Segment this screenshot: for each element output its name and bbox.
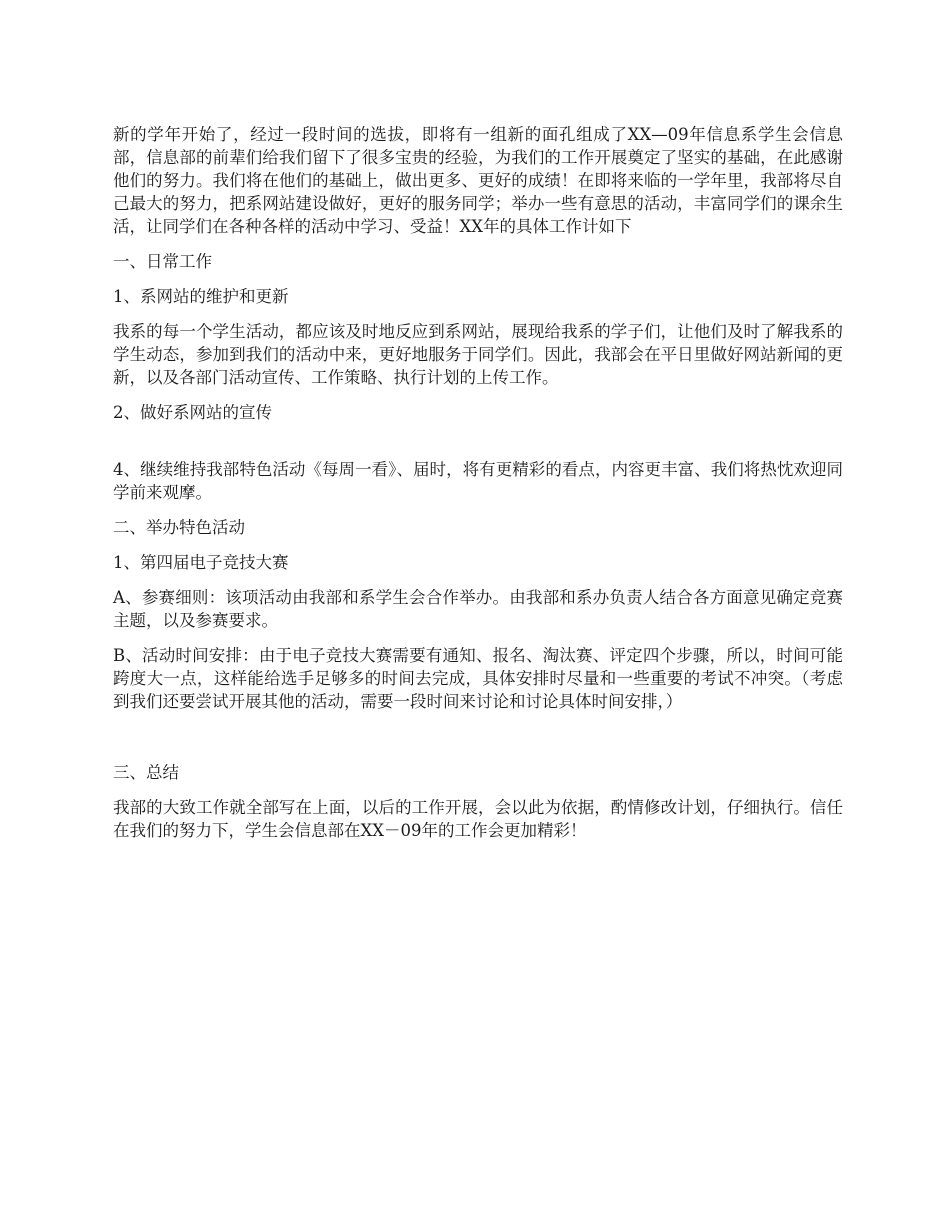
paragraph-summary: 我部的大致工作就全部写在上面，以后的工作开展，会以此为依据，酌情修改计划，仔细执行。信任在我们的努力下，学生会信息部在XX－09年的工作会更加精彩！ [113, 798, 843, 840]
section-heading-daily-work: 一、日常工作 [113, 252, 212, 271]
item-title-website-maintenance: 1、系网站的维护和更新 [113, 287, 289, 306]
paragraph-website-maintenance: 我系的每一个学生活动，都应该及时地反应到系网站，展现给我系的学子们，让他们及时了解我系的学生动态，参加到我们的活动中来，更好地服务于同学们。因此，我部会在平日里做好网站新闻的更新，以及各部门活动宣传、工作策略、执行计划的上传工作。 [113, 322, 843, 387]
paragraph-contest-schedule: B、活动时间安排：由于电子竞技大赛需要有通知、报名、淘汰赛、评定四个步骤，所以，时间可能跨度大一点，这样能给选手足够多的时间去完成，具体安排时尽量和一些重要的考试不冲突。（考虑到我们还要尝试开展其他的活动，需要一段时间来讨论和讨论具体时间安排，） [113, 646, 843, 711]
item-title-esports-contest: 1、第四届电子竞技大赛 [113, 553, 289, 572]
document-page [113, 123, 843, 854]
section-heading-special-activities: 二、举办特色活动 [113, 518, 245, 537]
intro-paragraph: 新的学年开始了，经过一段时间的选拔，即将有一组新的面孔组成了XX—09年信息系学生会信息部，信息部的前辈们给我们留下了很多宝贵的经验，为我们的工作开展奠定了坚实的基础，在此感谢他们的努力。我们将在他们的基础上，做出更多、更好的成绩！在即将来临的一学年里，我部将尽自己最大的努力，把系网站建设做好，更好的服务同学；举办一些有意思的活动，丰富同学们的课余生活，让同学们在各种各样的活动中学习、受益！XX年的具体工作计如下 [113, 125, 843, 236]
section-heading-summary: 三、总结 [113, 763, 179, 782]
item-title-website-promotion: 2、做好系网站的宣传 [113, 403, 272, 422]
paragraph-weekly-activity: 4、继续维持我部特色活动《每周一看》、届时，将有更精彩的看点，内容更丰富、我们将热忱欢迎同学前来观摩。 [113, 460, 843, 502]
paragraph-contest-rules: A、参赛细则：该项活动由我部和系学生会合作举办。由我部和系办负责人结合各方面意见确定竞赛主题，以及参赛要求。 [113, 588, 843, 630]
